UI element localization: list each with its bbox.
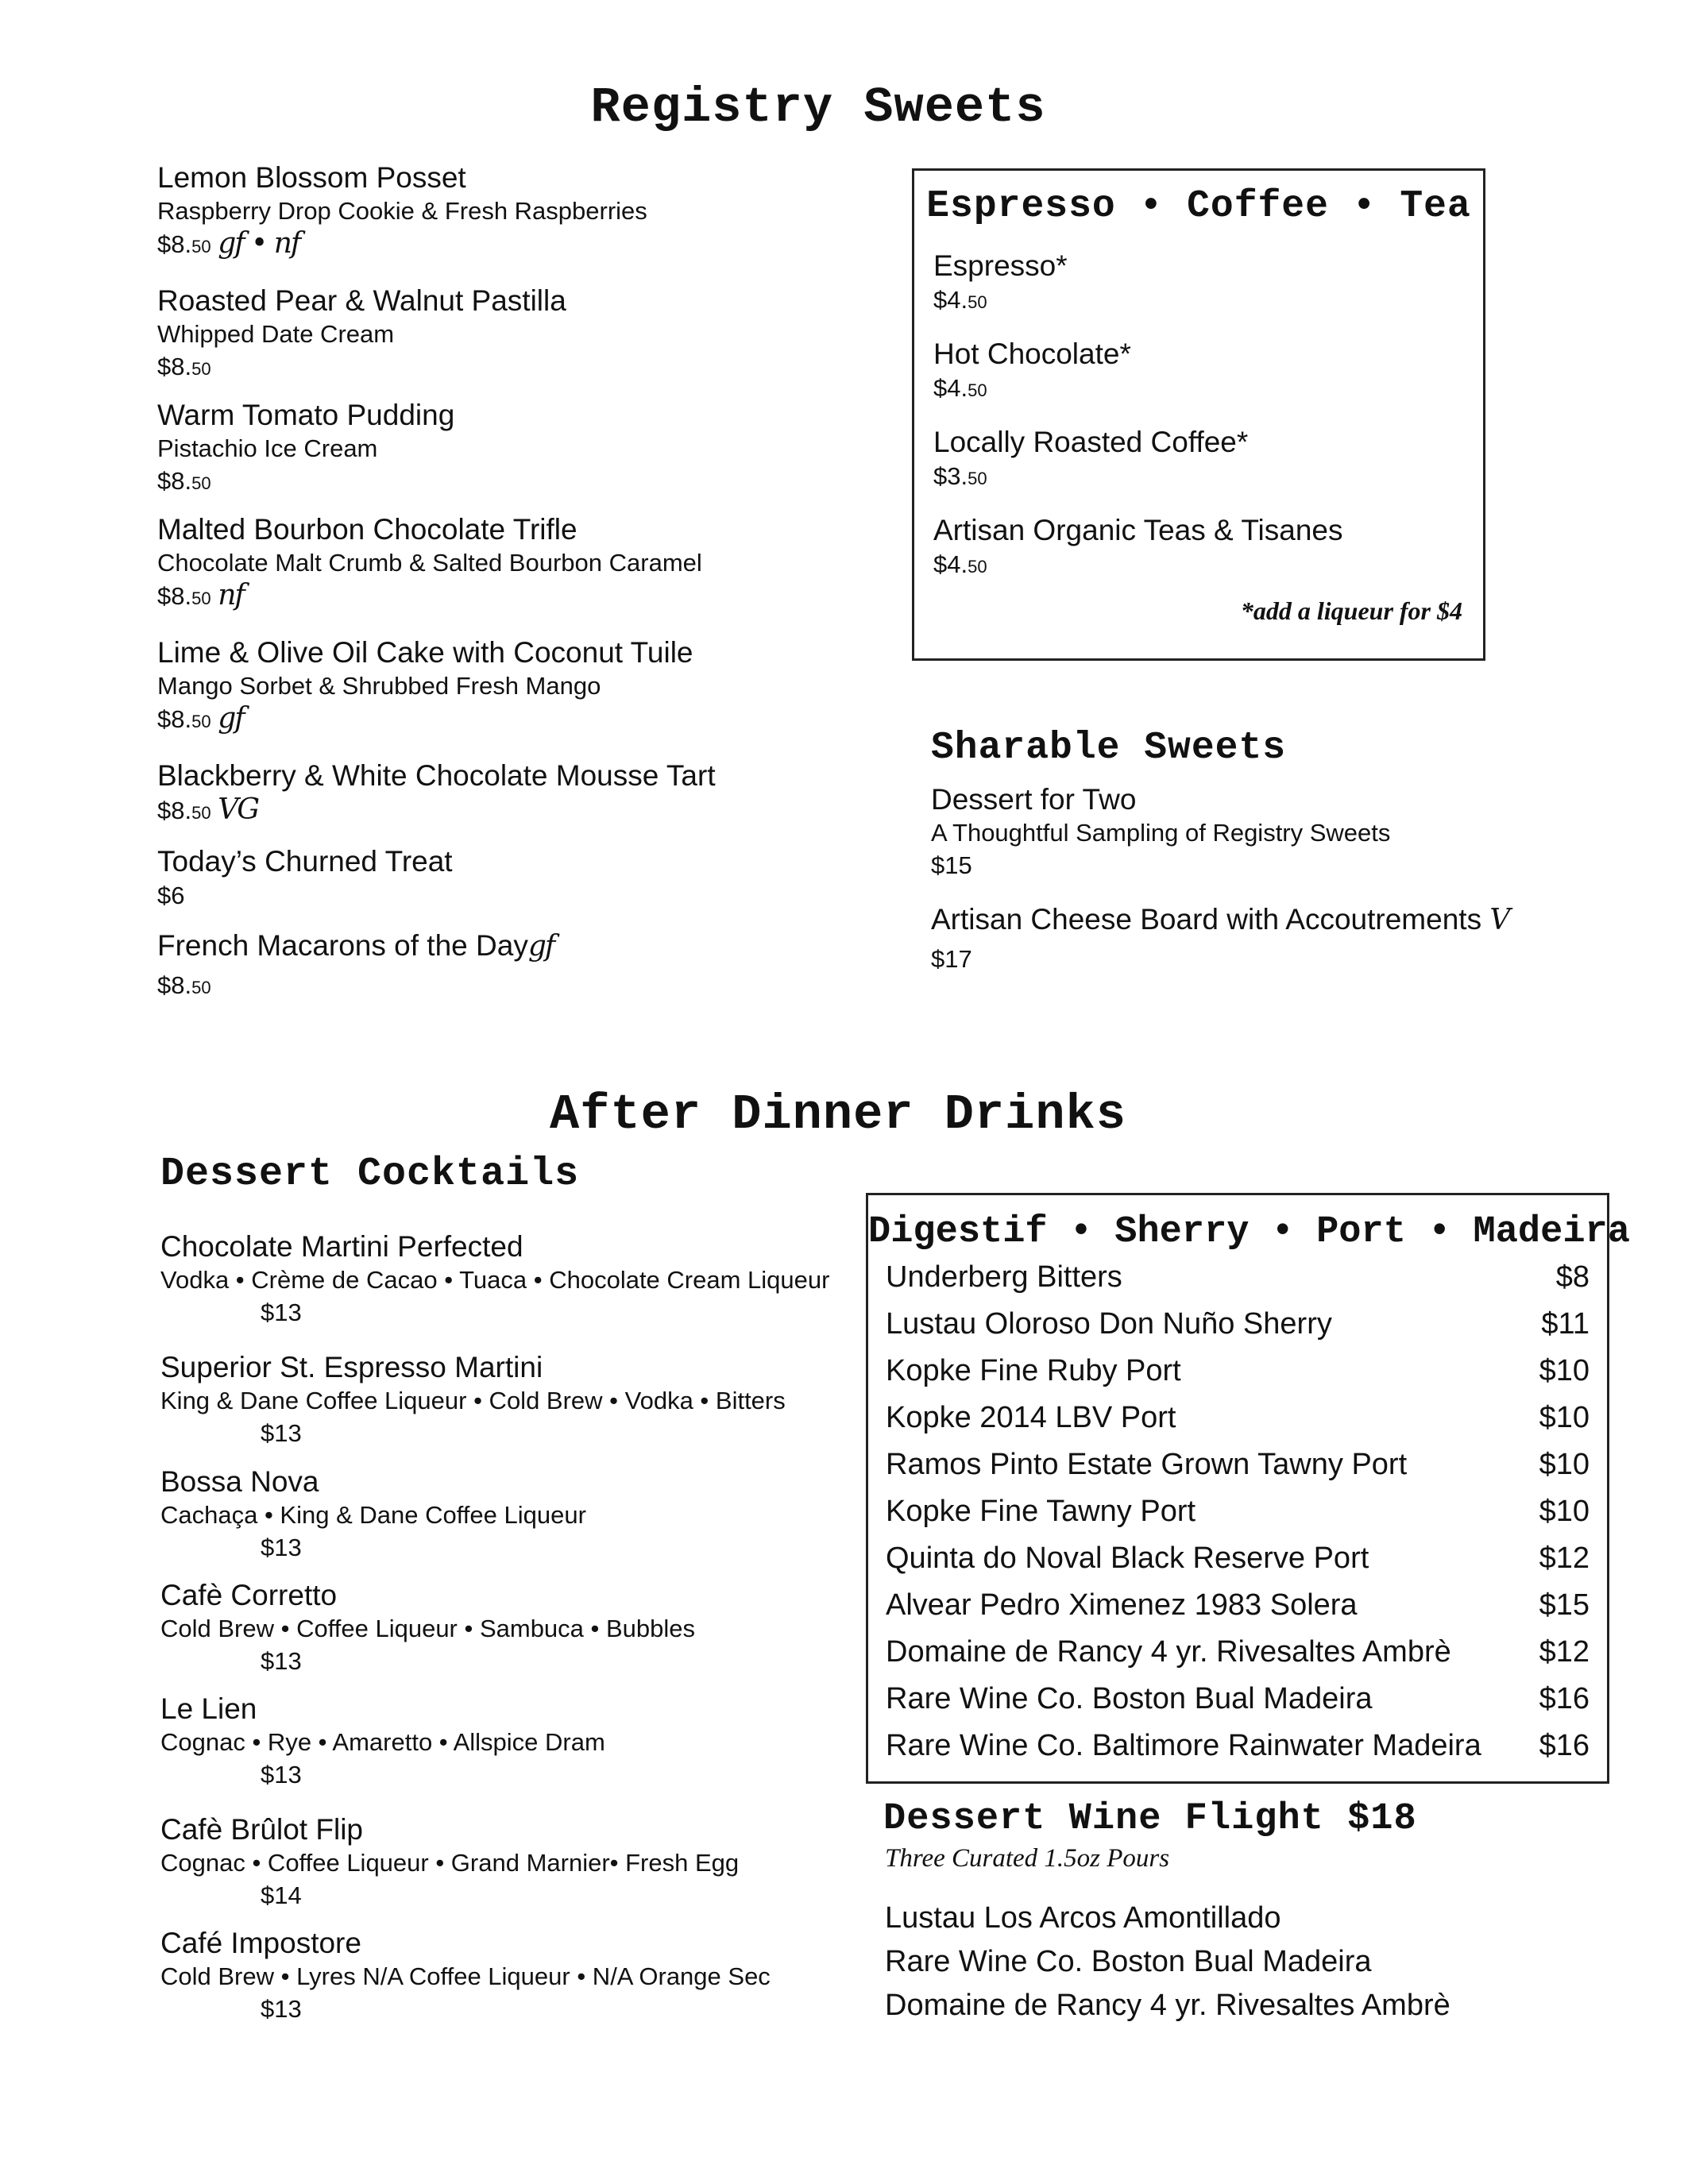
wine-flight-subtitle: Three Curated 1.5oz Pours [885,1844,1170,1873]
drink-name: Kopke 2014 LBV Port [886,1401,1176,1434]
item-desc: Cognac • Rye • Amaretto • Allspice Dram [160,1728,605,1756]
drink-price: $11 [1541,1307,1590,1341]
item-name: Cafè Brûlot Flip [160,1813,363,1846]
item-price: $8.50 [157,467,211,495]
item-name: French Macarons of the Daygf [157,929,554,963]
after-dinner-drinks-title: After Dinner Drinks [550,1086,1126,1143]
item-price: $6 [157,882,185,909]
dessert-cocktails-list [160,1229,875,2026]
item-name: Bossa Nova [160,1465,319,1498]
menu-item [933,249,1464,337]
menu-item [933,337,1464,425]
item-price: $8.50 gf • nf [157,227,300,260]
wine-flight-list [885,1897,1600,2028]
drink-row [886,1676,1590,1723]
item-name: Artisan Cheese Board with Accoutrements V [931,903,1509,936]
drink-name: Underberg Bitters [886,1260,1122,1294]
menu-item [157,284,872,398]
item-desc: Chocolate Malt Crumb & Salted Bourbon Caramel [157,549,702,577]
menu-item [933,425,1464,513]
drink-price: $10 [1539,1495,1590,1528]
item-price: $13 [261,1761,302,1788]
registry-sweets-list [157,160,872,1005]
menu-item [160,1926,875,2026]
drink-row [886,1535,1590,1582]
item-name: Café Impostore [160,1927,361,1959]
dietary-tag: gf [527,930,554,963]
item-desc: Mango Sorbet & Shrubbed Fresh Mango [157,672,601,700]
drink-row [886,1301,1590,1348]
item-desc: Cold Brew • Coffee Liqueur • Sambuca • Bubbles [160,1615,696,1642]
digestif-box-title: Digestif • Sherry • Port • Madeira [868,1211,1630,1253]
item-desc: King & Dane Coffee Liqueur • Cold Brew • Vodka • Bitters [160,1387,786,1414]
item-desc: Pistachio Ice Cream [157,434,378,462]
item-name: Warm Tomato Pudding [157,399,455,431]
menu-item [160,1229,875,1350]
drink-name: Rare Wine Co. Boston Bual Madeira [886,1682,1373,1715]
drink-row [886,1395,1590,1441]
item-desc: Whipped Date Cream [157,320,395,348]
dietary-tag: nf [218,579,244,612]
drink-name: Quinta do Noval Black Reserve Port [886,1542,1369,1575]
drink-price: $15 [1539,1588,1590,1622]
espresso-coffee-tea-box [912,168,1485,661]
liqueur-note: *add a liqueur for $4 [1240,596,1462,625]
menu-item [157,844,872,928]
menu-item [157,160,872,284]
drink-price: $8 [1555,1260,1590,1294]
drink-row [886,1629,1590,1676]
drink-price: $12 [1539,1635,1590,1669]
menu-item [931,902,1566,976]
item-price: $4.50 [933,374,987,402]
drink-price: $16 [1539,1682,1590,1715]
drink-row [886,1254,1590,1301]
item-name: Lemon Blossom Posset [157,161,466,194]
item-price: $14 [261,1881,302,1909]
flight-item: Lustau Los Arcos Amontillado [885,1901,1281,1935]
sharable-sweets-list [931,782,1566,976]
dessert-cocktails-title: Dessert Cocktails [160,1152,580,1197]
item-name: Cafè Corretto [160,1579,338,1611]
item-price: $13 [261,1534,302,1561]
flight-item: Domaine de Rancy 4 yr. Rivesaltes Ambrè [885,1989,1450,2022]
sharable-sweets-title: Sharable Sweets [931,727,1287,770]
drink-price: $10 [1539,1448,1590,1481]
item-price: $8.50 gf [157,702,244,735]
item-desc: Cachaça • King & Dane Coffee Liqueur [160,1501,586,1529]
item-price: $8.50 [157,971,211,999]
item-desc: Raspberry Drop Cookie & Fresh Raspberries [157,197,647,225]
item-name: Roasted Pear & Walnut Pastilla [157,284,566,317]
drink-row [886,1488,1590,1535]
item-price: $3.50 [933,462,987,490]
item-name: Lime & Olive Oil Cake with Coconut Tuile [157,636,693,669]
dietary-tag: VG [218,793,258,826]
item-price: $4.50 [933,286,987,314]
item-price: $13 [261,1419,302,1447]
drink-row [886,1348,1590,1395]
dietary-tag: gf [218,702,244,735]
item-price: $17 [931,945,972,973]
drink-name: Domaine de Rancy 4 yr. Rivesaltes Ambrè [886,1635,1451,1669]
wine-flight-title: Dessert Wine Flight $18 [883,1798,1417,1840]
item-name: Superior St. Espresso Martini [160,1351,543,1383]
dietary-tag: gf • nf [218,227,300,260]
drink-price: $12 [1539,1542,1590,1575]
digestif-box [866,1193,1630,1784]
item-name: Le Lien [160,1692,257,1725]
item-name: Artisan Organic Teas & Tisanes [933,514,1343,546]
menu-item [157,928,872,1005]
item-name: Espresso* [933,249,1068,282]
drink-price: $16 [1539,1729,1590,1762]
item-desc: Cognac • Coffee Liqueur • Grand Marnier• Fresh Egg [160,1849,740,1877]
item-price: $8.50 [157,353,211,380]
drink-name: Kopke Fine Ruby Port [886,1354,1181,1387]
registry-sweets-title: Registry Sweets [590,79,1046,136]
menu-item [933,513,1464,584]
drink-row [886,1582,1590,1629]
item-name: Dessert for Two [931,783,1137,816]
item-price: $8.50 VG [157,793,258,826]
item-name: Locally Roasted Coffee* [933,426,1249,458]
drink-row [886,1723,1590,1769]
drink-name: Alvear Pedro Ximenez 1983 Solera [886,1588,1358,1622]
item-price: $13 [261,1647,302,1675]
drink-row [886,1441,1590,1488]
menu-item [157,758,872,844]
menu-item [157,512,872,635]
item-name: Malted Bourbon Chocolate Trifle [157,513,577,546]
menu-item [157,398,872,512]
menu-item [931,782,1566,902]
item-price: $13 [261,1995,302,2023]
drink-price: $10 [1539,1354,1590,1387]
item-desc: Cold Brew • Lyres N/A Coffee Liqueur • N/A Orange Sec [160,1962,771,1990]
item-desc: A Thoughtful Sampling of Registry Sweets [931,819,1391,847]
menu-item [160,1578,875,1692]
menu-item [157,635,872,758]
item-name: Hot Chocolate* [933,338,1131,370]
dietary-tag: V [1489,904,1509,936]
item-price: $4.50 [933,550,987,578]
item-price: $8.50 nf [157,579,244,612]
menu-item [160,1350,875,1464]
drink-name: Rare Wine Co. Baltimore Rainwater Madeira [886,1729,1481,1762]
item-price: $13 [261,1298,302,1326]
menu-item [160,1464,875,1578]
drink-name: Kopke Fine Tawny Port [886,1495,1196,1528]
item-desc: Vodka • Crème de Cacao • Tuaca • Chocolate Cream Liqueur [160,1266,830,1294]
drink-price: $10 [1539,1401,1590,1434]
item-price: $15 [931,851,972,879]
menu-item [160,1812,875,1926]
drink-name: Ramos Pinto Estate Grown Tawny Port [886,1448,1408,1481]
item-name: Chocolate Martini Perfected [160,1230,523,1263]
item-name: Today’s Churned Treat [157,845,453,878]
drink-name: Lustau Oloroso Don Nuño Sherry [886,1307,1332,1341]
menu-item [160,1692,875,1812]
espresso-box-title: Espresso • Coffee • Tea [926,185,1471,228]
item-name: Blackberry & White Chocolate Mousse Tart [157,759,716,792]
flight-item: Rare Wine Co. Boston Bual Madeira [885,1945,1372,1978]
